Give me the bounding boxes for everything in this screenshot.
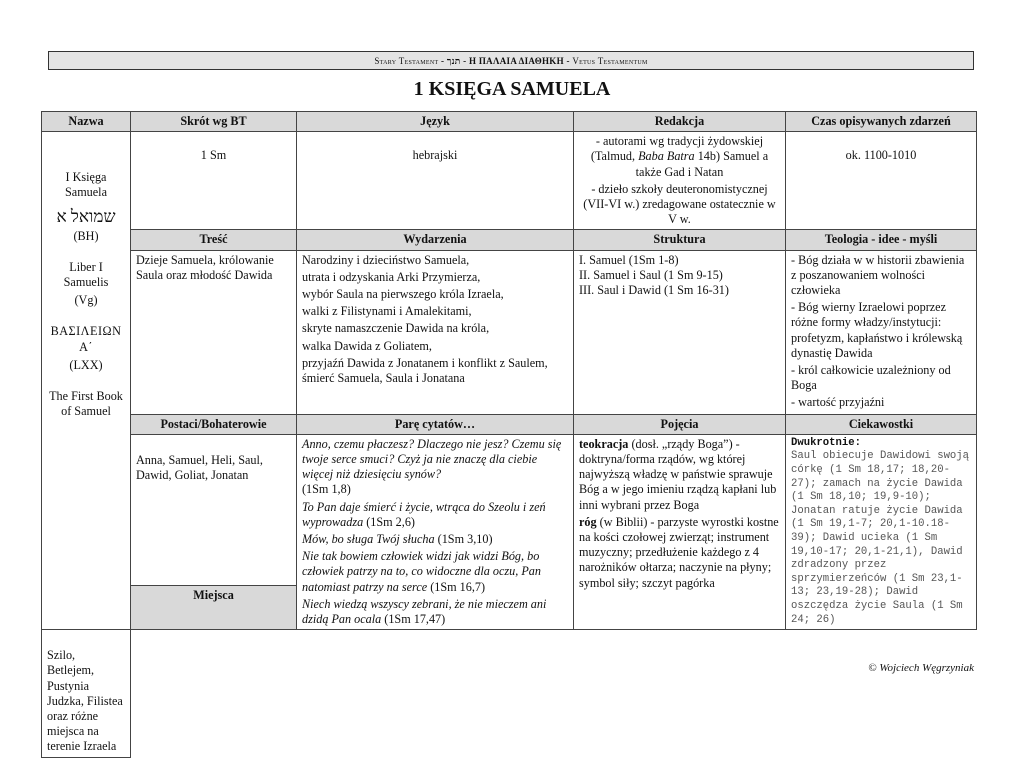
- cytaty-list: [297, 434, 574, 629]
- banner-sep: -: [460, 56, 470, 66]
- skrot-value: 1 Sm: [131, 132, 297, 230]
- banner-hebrew: תנך: [446, 56, 461, 66]
- redakcja-line-1c: 14b) Samuel a także Gad i Natan: [635, 149, 769, 179]
- struktura-item: I. Samuel (1Sm 1-8): [579, 252, 679, 267]
- nazwa-hebrew-source: (BH): [73, 228, 99, 243]
- header-postaci: Postaci/Bohaterowie: [131, 414, 297, 434]
- struktura-item: II. Samuel i Saul (1 Sm 9-15): [579, 267, 723, 282]
- header-redakcja: Redakcja: [574, 112, 786, 132]
- cytat-ref: (1Sm 16,7): [427, 579, 486, 594]
- redakcja-value: [574, 132, 786, 230]
- teologia-list: [786, 250, 977, 414]
- nazwa-greek-source: (LXX): [69, 357, 103, 372]
- nazwa-latin: Liber I Samuelis: [63, 259, 109, 290]
- redakcja-line-2: - dzieło szkoły deuteronomistycznej (VII-VI w.) zredagowane ostatecznie w V w.: [583, 181, 776, 227]
- nazwa-hebrew: שמואל א: [56, 206, 116, 226]
- wydarzenie-item: walki z Filistynami i Amalekitami,: [302, 304, 472, 319]
- header-ciekawostki: Ciekawostki: [786, 414, 977, 434]
- wydarzenie-item: walka Dawida z Goliatem,: [302, 338, 432, 353]
- ciekawostki-value: [786, 434, 977, 629]
- header-pojecia: Pojęcia: [574, 414, 786, 434]
- miejsca-value: Szilo, Betlejem, Pustynia Judzka, Filistea oraz różne miejsca na terenie Izraela: [42, 630, 131, 757]
- teologia-item: - król całkowicie uzależniony od Boga: [791, 363, 951, 393]
- postaci-value: Anna, Samuel, Heli, Saul, Dawid, Goliat, Jonatan: [131, 434, 297, 586]
- wydarzenie-item: skryte namaszczenie Dawida na króla,: [302, 321, 490, 336]
- header-tresc: Treść: [131, 230, 297, 250]
- struktura-list: [574, 250, 786, 414]
- wydarzenia-list: [297, 250, 574, 414]
- tresc-value: Dzieje Samuela, królowanie Saula oraz młodość Dawida: [131, 250, 297, 414]
- header-struktura: Struktura: [574, 230, 786, 250]
- wydarzenie-item: Narodziny i dzieciństwo Samuela,: [302, 252, 470, 267]
- header-wydarzenia: Wydarzenia: [297, 230, 574, 250]
- wydarzenie-item: przyjaźń Dawida z Jonatanem i konflikt z Saulem, śmierć Samuela, Saula i Jonatana: [302, 355, 548, 386]
- banner-sep: -: [438, 56, 447, 66]
- wydarzenie-item: utrata i odzyskania Arki Przymierza,: [302, 269, 481, 284]
- header-cytaty: Parę cytatów…: [297, 414, 574, 434]
- nazwa-greek: ΒΑΣΙΛΕΙΩΝ Α΄: [50, 324, 122, 354]
- teologia-item: - wartość przyjaźni: [791, 395, 885, 410]
- cytat-text: Niech wiedzą wszyscy zebrani, że nie mieczem ani dzidą Pan ocala: [302, 596, 547, 627]
- jezyk-value: hebrajski: [297, 132, 574, 230]
- cytat-text: Mów, bo sługa Twój słucha: [302, 532, 435, 547]
- pojecia-list: [574, 434, 786, 629]
- cytat-item: [302, 597, 568, 627]
- cytat-text: To Pan daje śmierć i życie, wtrąca do Szeolu i zeń wyprowadza: [302, 499, 546, 529]
- nazwa-latin-source: (Vg): [74, 293, 98, 308]
- cytat-item: [302, 500, 568, 530]
- cytat-item: [302, 549, 568, 595]
- cytat-ref: (1Sm 17,47): [381, 612, 446, 627]
- cytat-ref: (1Sm 3,10): [434, 532, 493, 547]
- cytat-item: [302, 532, 568, 547]
- banner-vetus: Vetus Testamentum: [572, 56, 648, 66]
- wydarzenie-item: wybór Saula na pierwszego króla Izraela,: [302, 287, 504, 302]
- teologia-item: - Bóg działa w w historii zbawienia z poszanowaniem wolności człowieka: [791, 252, 965, 298]
- pojecie-item: [579, 515, 780, 591]
- copyright-footer: © Wojciech Węgrzyniak: [868, 662, 974, 674]
- struktura-item: III. Saul i Dawid (1 Sm 16-31): [579, 283, 729, 298]
- cytat-text: Anno, czemu płaczesz? Dlaczego nie jesz? Czemu się twoje serce smuci? Czyż ja nie znaczę dla ciebie więcej niż dziesięciu synów?: [302, 436, 562, 482]
- pojecie-item: [579, 437, 780, 513]
- header-czas: Czas opisywanych zdarzeń: [786, 112, 977, 132]
- cytat-text: Nie tak bowiem człowiek widzi jak widzi Bóg, bo człowiek patrzy na to, co widoczne dla oczu, Pan natomiast patrzy na serce: [302, 549, 541, 594]
- banner-sep: -: [563, 56, 573, 66]
- header-miejsca: Miejsca: [131, 586, 297, 630]
- banner-greek: Η ΠΑΛΑΙΑ ΔΙΑΘΗΚΗ: [469, 56, 564, 66]
- nazwa-english: The First Book of Samuel: [49, 389, 123, 419]
- nazwa-pl: I Księga Samuela: [65, 170, 107, 200]
- ciekawostki-header: Dwukrotnie:: [791, 436, 861, 449]
- teologia-item: - Bóg wierny Izraelowi poprzez różne formy władzy/instytucji: profetyzm, kapłaństwo i królewską dynastię Dawida: [791, 300, 963, 360]
- header-skrot: Skrót wg BT: [131, 112, 297, 132]
- cytat-ref: (1Sm 1,8): [302, 482, 351, 497]
- testament-banner: [48, 51, 974, 70]
- cytat-item: [302, 437, 568, 498]
- pojecie-def: (dosł. „rządy Boga”) - doktryna/forma rządów, wg której najwyższą władzę w państwie sprawuje Bóg a w jego imieniu rządzą kapłani lub inni wybrani przez Boga: [579, 436, 777, 512]
- pojecie-term: róg: [579, 514, 597, 529]
- page-title: 1 KSIĘGA SAMUELA: [413, 78, 611, 100]
- header-jezyk: Język: [297, 112, 574, 132]
- redakcja-line-1a: - autorami wg tradycji żydowskiej (Talmud,: [590, 134, 764, 164]
- cytat-ref: (1Sm 2,6): [363, 514, 415, 529]
- redakcja-baba-batra: Baba Batra: [638, 149, 695, 164]
- pojecie-term: teokracja: [579, 436, 629, 451]
- nazwa-cell: [42, 132, 131, 630]
- header-teologia: Teologia - idee - myśli: [786, 230, 977, 250]
- banner-stary: Stary Testament: [374, 56, 439, 66]
- czas-value: ok. 1100-1010: [786, 132, 977, 230]
- book-table: [41, 111, 977, 758]
- pojecie-def: (w Biblii) - parzyste wyrostki kostne na kości czołowej zwierząt; instrument muzyczny; przedłużenie każdego z 4 narożników ołtarza; naczynie na płyny; symbol siły; szczyt pagórka: [579, 514, 779, 590]
- header-nazwa: Nazwa: [42, 112, 131, 132]
- ciekawostki-text: Saul obiecuje Dawidowi swoją córkę (1 Sm 18,17; 18,20-27); zamach na życie Dawida (1 Sm 18,10; 19,9-10); Jonatan ratuje życie Dawida (1 Sm 19,1-7; 20,1-10.18-39); Dawid ucieka (1 Sm 19,10-17; 20,1-21,1), Dawid zdradzony przez sprzymierzeńców (1 Sm 23,1-13; 23,19-28); Dawid oszczędza życie Saula (1 Sm 24; 26): [791, 450, 970, 626]
